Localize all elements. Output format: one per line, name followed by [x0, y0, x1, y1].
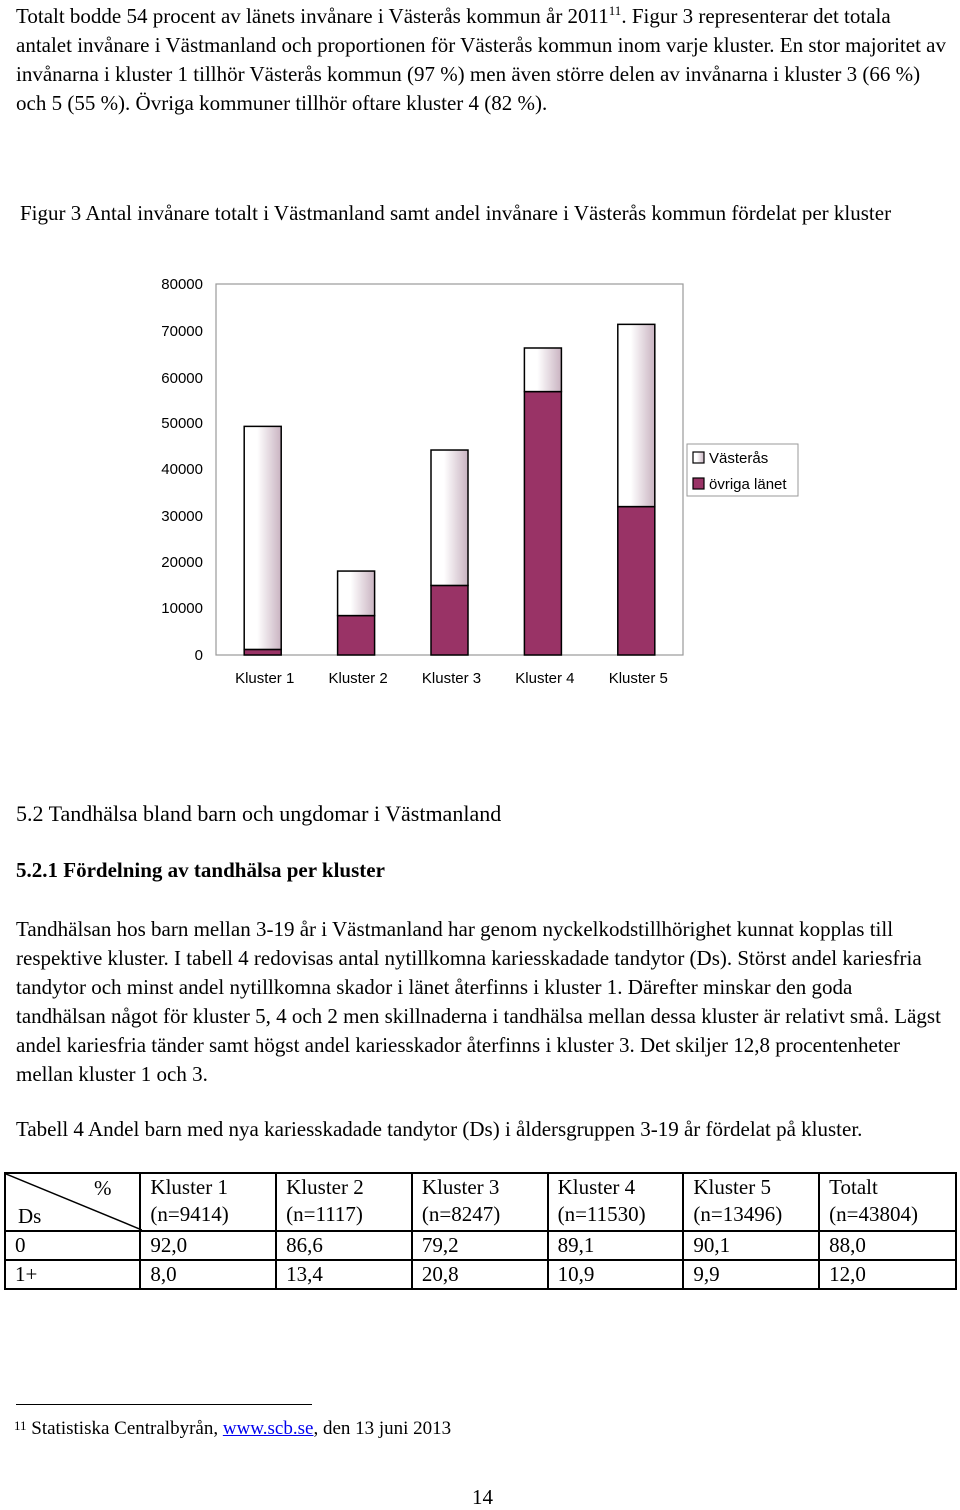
- header-n: (n=43804): [829, 1202, 918, 1226]
- footnote-text: Statistiska Centralbyrån,: [31, 1418, 223, 1439]
- header-n: (n=8247): [421, 1202, 501, 1226]
- bar-ovriga-lanet: [431, 585, 468, 655]
- stacked-bar-chart: [0, 270, 960, 690]
- table-cell: 89,1: [548, 1231, 684, 1260]
- header-name: Kluster 2: [286, 1175, 364, 1199]
- header-cell: [819, 1173, 956, 1231]
- figure-caption: Figur 3 Antal invånare totalt i Västmanland samt andel invånare i Västerås kommun fördelat per kluster: [20, 201, 892, 225]
- x-tick-label: Kluster 5: [608, 670, 668, 687]
- intro-text-2: . Figur 3 representerar det totala antalet invånare i Västmanland och proportionen för Västerås kommun inom varje kluster. En stor majoritet av invånarna i kluster 1 tillhör Västerås kommun (97 %) men även större delen av invånarna i kluster 3 (66 %) och 5 (55 %). Övriga kommuner tillhör oftare kluster 4 (82 %).: [16, 4, 946, 115]
- bar-vasteras: [524, 348, 561, 392]
- legend-swatch: [693, 478, 704, 489]
- footnote-number: 11: [14, 1418, 27, 1433]
- intro-text-1: Totalt bodde 54 procent av länets invånare i Västerås kommun år 2011: [16, 4, 609, 28]
- table-cell: 12,0: [819, 1260, 956, 1289]
- table-cell: 92,0: [140, 1231, 276, 1260]
- bar-vasteras: [244, 426, 281, 649]
- y-tick-label: 50000: [161, 415, 203, 432]
- y-tick-label: 0: [194, 647, 203, 664]
- bar-ovriga-lanet: [524, 392, 561, 655]
- bar-vasteras: [431, 450, 468, 585]
- header-cell: [276, 1173, 412, 1231]
- row-label: 0: [5, 1231, 140, 1260]
- legend-label: Västerås: [709, 450, 769, 467]
- bar-vasteras: [618, 324, 655, 506]
- intro-paragraph: [16, 2, 946, 118]
- footnote-after: , den 13 juni 2013: [313, 1418, 452, 1439]
- table-cell: 13,4: [276, 1260, 412, 1289]
- header-cell: [412, 1173, 548, 1231]
- y-tick-label: 60000: [161, 370, 203, 387]
- caries-table: [4, 1172, 957, 1290]
- table-cell: 8,0: [140, 1260, 276, 1289]
- table-corner-cell: [5, 1173, 140, 1231]
- table-caption: Tabell 4 Andel barn med nya kariesskadade tandytor (Ds) i åldersgruppen 3-19 år fördelat på kluster.: [16, 1117, 863, 1141]
- bar-ovriga-lanet: [338, 616, 375, 655]
- header-n: (n=1117): [286, 1202, 363, 1226]
- bar-ovriga-lanet: [244, 649, 281, 655]
- header-n: (n=9414): [150, 1202, 229, 1226]
- subsection-heading: 5.2.1 Fördelning av tandhälsa per kluster: [16, 858, 385, 882]
- header-n: (n=11530): [557, 1202, 646, 1226]
- page-number: 14: [472, 1485, 493, 1509]
- x-tick-label: Kluster 1: [235, 670, 295, 687]
- footnote-separator: [16, 1404, 312, 1405]
- footnote-ref[interactable]: 11: [608, 3, 622, 18]
- x-tick-label: Kluster 2: [328, 670, 388, 687]
- y-tick-label: 10000: [161, 600, 203, 617]
- table-cell: 90,1: [683, 1231, 819, 1260]
- y-tick-label: 20000: [161, 554, 203, 571]
- x-tick-label: Kluster 3: [421, 670, 482, 687]
- header-name: Totalt: [829, 1175, 878, 1199]
- legend-swatch: [693, 452, 704, 463]
- header-cell: [548, 1173, 684, 1231]
- bar-ovriga-lanet: [618, 507, 655, 655]
- table-cell: 20,8: [412, 1260, 548, 1289]
- footnote: [14, 1418, 451, 1440]
- table-cell: 79,2: [412, 1231, 548, 1260]
- y-tick-label: 80000: [161, 276, 203, 293]
- table-header-row: [5, 1173, 956, 1231]
- table-row: [5, 1231, 956, 1260]
- corner-percent: %: [94, 1176, 112, 1200]
- header-name: Kluster 5: [693, 1175, 771, 1199]
- section-heading: 5.2 Tandhälsa bland barn och ungdomar i Västmanland: [16, 801, 502, 826]
- y-tick-label: 40000: [161, 461, 203, 478]
- legend-label: övriga länet: [709, 476, 787, 493]
- table-cell: 9,9: [683, 1260, 819, 1289]
- table-cell: 88,0: [819, 1231, 956, 1260]
- header-cell: [683, 1173, 819, 1231]
- table-cell: 86,6: [276, 1231, 412, 1260]
- header-n: (n=13496): [693, 1202, 783, 1226]
- corner-ds: Ds: [18, 1204, 42, 1228]
- footnote-link[interactable]: www.scb.se: [222, 1418, 314, 1439]
- row-label: 1+: [5, 1260, 140, 1289]
- x-tick-label: Kluster 4: [515, 670, 575, 687]
- bar-vasteras: [338, 571, 375, 616]
- header-name: Kluster 3: [421, 1175, 500, 1199]
- y-tick-label: 70000: [161, 323, 203, 340]
- header-name: Kluster 4: [557, 1175, 636, 1199]
- table-cell: 10,9: [548, 1260, 684, 1289]
- header-cell: [140, 1173, 276, 1231]
- section-body: Tandhälsan hos barn mellan 3-19 år i Västmanland har genom nyckelkodstillhörighet kunnat kopplas till respektive kluster. I tabell 4 redovisas antal nytillkomna kariesskadade tandytor (Ds). Störst andel kariesfria tandytor och minst andel nytillkomna skador i länet återfinns i kluster 1. Därefter minskar den goda tandhälsan något för kluster 5, 4 och 2 men skillnaderna i tandhälsa mellan dessa kluster är relativt små. Lägst andel kariesfria tänder samt högst andel kariesskador återfinns i kluster 3. Det skiljer 12,8 procentenheter mellan kluster 1 och 3.: [16, 917, 941, 1086]
- header-name: Kluster 1: [150, 1175, 228, 1199]
- y-tick-label: 30000: [161, 508, 203, 525]
- table-row: [5, 1260, 956, 1289]
